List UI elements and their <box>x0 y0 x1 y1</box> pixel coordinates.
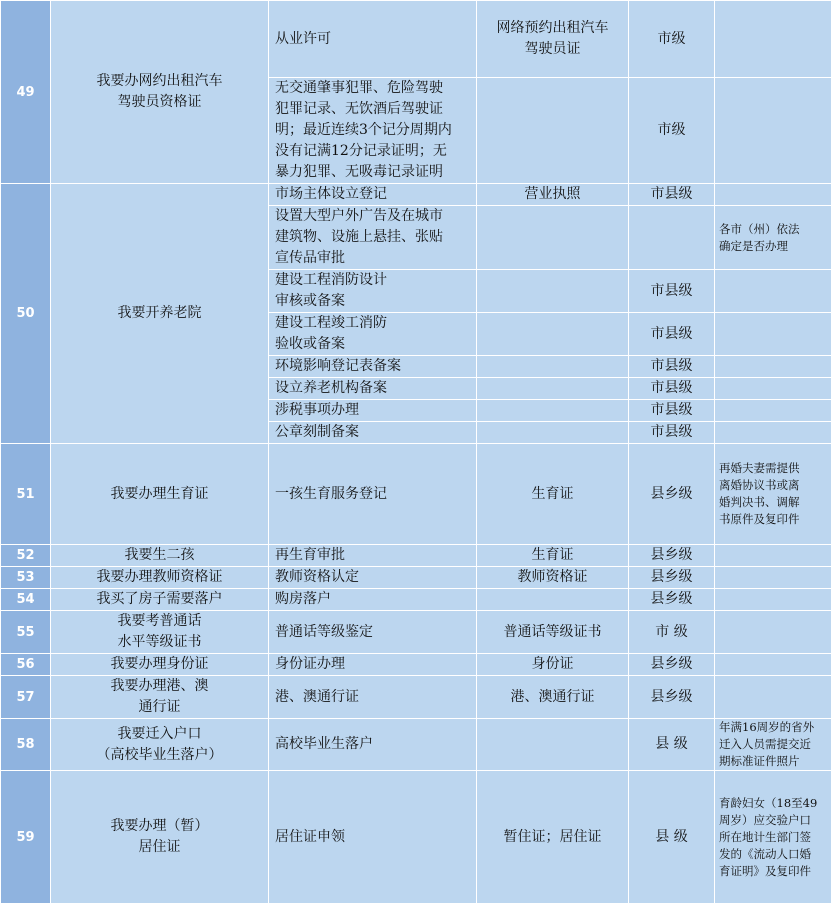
handling-level: 市县级 <box>629 378 715 400</box>
service-item: 我要办网约出租汽车 驾驶员资格证 <box>51 1 269 184</box>
table-row <box>1 676 831 719</box>
service-item: 我要办理身份证 <box>51 654 269 676</box>
process-name: 居住证申领 <box>269 771 477 904</box>
handling-level: 市县级 <box>629 313 715 356</box>
certificate-name: 暂住证；居住证 <box>477 771 629 904</box>
service-item: 我要考普通话 水平等级证书 <box>51 611 269 654</box>
remark <box>715 78 831 184</box>
certificate-name: 营业执照 <box>477 184 629 206</box>
row-number: 59 <box>1 771 51 904</box>
handling-level: 市县级 <box>629 184 715 206</box>
remark <box>715 611 831 654</box>
handling-level: 县乡级 <box>629 567 715 589</box>
certificate-name <box>477 313 629 356</box>
process-name: 再生育审批 <box>269 545 477 567</box>
process-name: 建设工程竣工消防 验收或备案 <box>269 313 477 356</box>
table-row <box>1 567 831 589</box>
handling-level: 县乡级 <box>629 545 715 567</box>
handling-level: 县乡级 <box>629 676 715 719</box>
row-number: 49 <box>1 1 51 184</box>
handling-level: 市县级 <box>629 400 715 422</box>
handling-level: 市 级 <box>629 611 715 654</box>
certificate-name <box>477 78 629 184</box>
service-item: 我要迁入户口 （高校毕业生落户） <box>51 719 269 771</box>
remark <box>715 378 831 400</box>
table-row <box>1 184 831 206</box>
process-name: 涉税事项办理 <box>269 400 477 422</box>
row-number: 54 <box>1 589 51 611</box>
handling-level: 市县级 <box>629 270 715 313</box>
process-name: 身份证办理 <box>269 654 477 676</box>
remark <box>715 270 831 313</box>
certificate-name: 身份证 <box>477 654 629 676</box>
remark <box>715 567 831 589</box>
handling-level: 县乡级 <box>629 589 715 611</box>
handling-level: 县 级 <box>629 771 715 904</box>
remark <box>715 589 831 611</box>
row-number: 50 <box>1 184 51 444</box>
certificate-name <box>477 270 629 313</box>
table-row <box>1 545 831 567</box>
table-row <box>1 654 831 676</box>
process-name: 高校毕业生落户 <box>269 719 477 771</box>
handling-level: 县乡级 <box>629 444 715 545</box>
certificate-name: 生育证 <box>477 545 629 567</box>
process-name: 无交通肇事犯罪、危险驾驶 犯罪记录、无饮酒后驾驶证 明；最近连续3个记分周期内 没有记满12分记录证明；无 暴力犯罪、无吸毒记录证明 <box>269 78 477 184</box>
remark <box>715 184 831 206</box>
certificate-name <box>477 589 629 611</box>
row-number: 58 <box>1 719 51 771</box>
certificate-name: 普通话等级证书 <box>477 611 629 654</box>
service-item: 我要办理（暂） 居住证 <box>51 771 269 904</box>
remark <box>715 545 831 567</box>
certificate-name: 教师资格证 <box>477 567 629 589</box>
process-name: 港、澳通行证 <box>269 676 477 719</box>
certificate-name: 港、澳通行证 <box>477 676 629 719</box>
service-item: 我要生二孩 <box>51 545 269 567</box>
process-name: 设置大型户外广告及在城市 建筑物、设施上悬挂、张贴 宣传品审批 <box>269 206 477 270</box>
table-row <box>1 1 831 78</box>
service-item: 我要开养老院 <box>51 184 269 444</box>
remark: 年满16周岁的省外 迁入人员需提交近 期标准证件照片 <box>715 719 831 771</box>
row-number: 53 <box>1 567 51 589</box>
remark <box>715 422 831 444</box>
service-item: 我买了房子需要落户 <box>51 589 269 611</box>
remark: 各市（州）依法 确定是否办理 <box>715 206 831 270</box>
row-number: 52 <box>1 545 51 567</box>
process-name: 一孩生育服务登记 <box>269 444 477 545</box>
process-name: 购房落户 <box>269 589 477 611</box>
remark <box>715 313 831 356</box>
service-item: 我要办理教师资格证 <box>51 567 269 589</box>
remark: 再婚夫妻需提供 离婚协议书或离 婚判决书、调解 书原件及复印件 <box>715 444 831 545</box>
table-row <box>1 719 831 771</box>
remark <box>715 400 831 422</box>
process-name: 市场主体设立登记 <box>269 184 477 206</box>
row-number: 51 <box>1 444 51 545</box>
certificate-name: 网络预约出租汽车 驾驶员证 <box>477 1 629 78</box>
table-row <box>1 589 831 611</box>
handling-level <box>629 206 715 270</box>
certificate-name <box>477 378 629 400</box>
certificate-name <box>477 356 629 378</box>
row-number: 57 <box>1 676 51 719</box>
process-name: 普通话等级鉴定 <box>269 611 477 654</box>
certificate-name <box>477 719 629 771</box>
process-name: 建设工程消防设计 审核或备案 <box>269 270 477 313</box>
remark <box>715 676 831 719</box>
remark: 育龄妇女（18至49 周岁）应交验户口 所在地计生部门签 发的《流动人口婚 育证明》及复印件 <box>715 771 831 904</box>
row-number: 56 <box>1 654 51 676</box>
certificate-name <box>477 400 629 422</box>
service-item: 我要办理港、澳 通行证 <box>51 676 269 719</box>
handling-level: 市县级 <box>629 422 715 444</box>
table-row <box>1 611 831 654</box>
handling-level: 县 级 <box>629 719 715 771</box>
handling-level: 市县级 <box>629 356 715 378</box>
certificate-name <box>477 206 629 270</box>
certificate-name <box>477 422 629 444</box>
process-name: 从业许可 <box>269 1 477 78</box>
process-name: 环境影响登记表备案 <box>269 356 477 378</box>
process-name: 设立养老机构备案 <box>269 378 477 400</box>
certificate-name: 生育证 <box>477 444 629 545</box>
process-name: 公章刻制备案 <box>269 422 477 444</box>
handling-level: 市级 <box>629 1 715 78</box>
remark <box>715 1 831 78</box>
table-row <box>1 444 831 545</box>
service-item: 我要办理生育证 <box>51 444 269 545</box>
process-name: 教师资格认定 <box>269 567 477 589</box>
handling-level: 市级 <box>629 78 715 184</box>
remark <box>715 654 831 676</box>
remark <box>715 356 831 378</box>
row-number: 55 <box>1 611 51 654</box>
handling-level: 县乡级 <box>629 654 715 676</box>
